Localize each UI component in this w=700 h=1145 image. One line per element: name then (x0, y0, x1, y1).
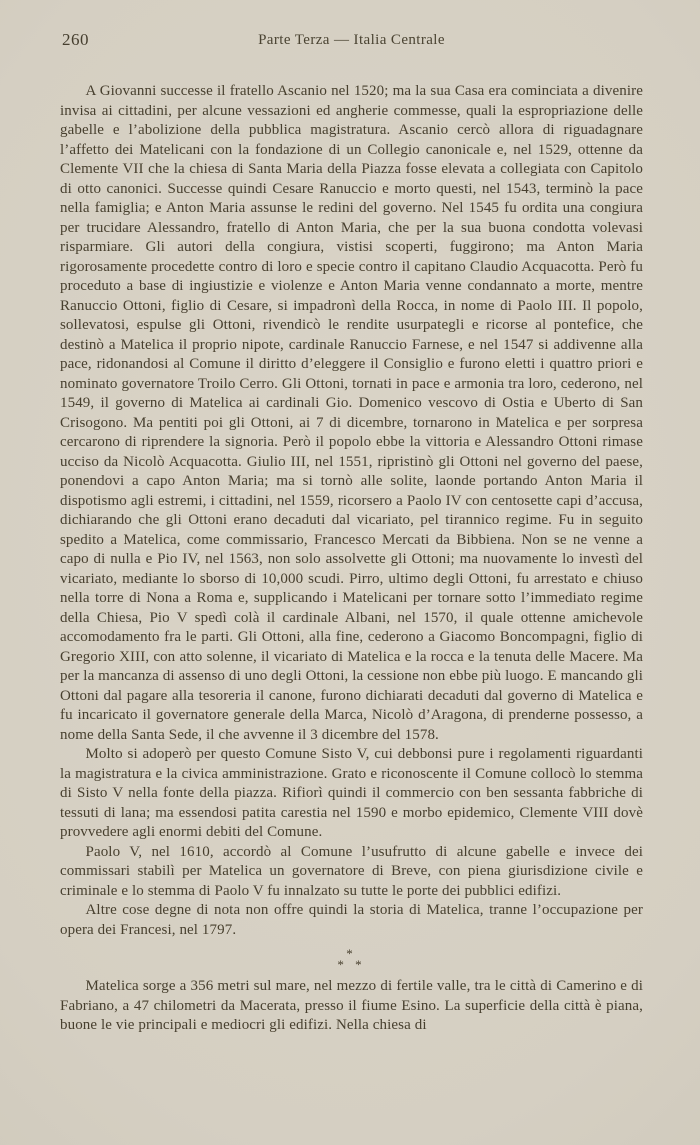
paragraph-paolo-v: Paolo V, nel 1610, accordò al Comune l’usufrutto di alcune gabelle e invece dei commissari stabilì per Matelica un governatore di Breve, con piena giurisdizione civile e criminale e lo stemma di Paolo V fu innalzato su tutte le porte dei pubblici edifizi. (60, 843, 643, 899)
paragraph-geography: Matelica sorge a 356 metri sul mare, nel mezzo di fertile valle, tra le città di Camerino e di Fabriano, a 47 chilometri da Macerata, presso il fiume Esino. La superficie della città è piana, buone le vie principali e mediocri gli edifizi. Nella chiesa di (60, 978, 643, 1033)
body-text (60, 82, 643, 1036)
paragraph-closing-note: Altre cose degne di nota non offre quindi la storia di Matelica, tranne l’occupazione per opera dei Francesi, nel 1797. (60, 902, 643, 938)
asterism-separator (60, 948, 643, 970)
page-header (60, 30, 643, 52)
paragraph-history: A Giovanni successe il fratello Ascanio nel 1520; ma la sua Casa era cominciata a divenire invisa ai cittadini, per alcune vessazioni ed angherie commesse, quali la espropriazione delle gabelle e l’abolizione della pubblica magistratura. Ascanio cercò allora di riguadagnare l’affetto dei Matelicani con la fondazione di un Collegio canonicale e, nel 1529, ottenne da Clemente VII che la chiesa di Santa Maria della Piazza fosse elevata a collegiata con Capitolo di otto canonici. Successe quindi Cesare Ranuccio e morto questi, nel 1543, terminò la pace nella famiglia; e Anton Maria assunse le redini del governo. Nel 1545 fu ordita una congiura per trucidare Alessandro, fratello di Anton Maria, che per la sua buona condotta volevasi risparmiare. Gli autori della congiura, vistisi scoperti, fuggirono; ma Anton Maria rigorosamente procedette contro di loro e specie contro il capitano Claudio Acquacotta. Però fu proceduto a base di ingiustizie e violenze e Anton Maria venne condannato a morte, mentre Ranuccio Ottoni, figlio di Cesare, si impadronì della Rocca, in nome di Paolo III. Il popolo, sollevatosi, espulse gli Ottoni, rivendicò le rendite usurpategli e ricorse al pontefice, che destinò a Matelica il proprio nipote, cardinale Ranuccio Farnese, e nel 1547 si addivenne alla pace, ridonandosi al Comune il diritto d’eleggere il Consiglio e furono eletti i quattro priori e nominato governatore Troilo Cerro. Gli Ottoni, tornati in pace e armonia tra loro, cederono, nel 1549, il governo di Matelica ai cardinali Gio. Domenico vescovo di Ostia e Uberto di San Crisogono. Ma pentiti poi gli Ottoni, ai 7 di dicembre, tornarono in Matelica e per sorpresa cercarono di riprendere la signoria. Però il popolo ebbe la vittoria e Alessandro Ottoni rimase ucciso da Nicolò Acquacotta. Giulio III, nel 1551, ripristinò gli Ottoni nel governo del paese, ponendovi a capo Anton Maria; ma si tornò alle solite, laonde portando Anton Maria il dispotismo agli estremi, i cittadini, nel 1559, ricorsero a Paolo IV con centosette capi d’accusa, dichiarando che gli Ottoni erano decaduti dal vicariato, pel tirannico regime. Fu in seguito spedito a Matelica, come commissario, Francesco Mercati da Bibbiena. Non se ne venne a capo di nulla e Pio IV, nel 1563, non solo assolvette gli Ottoni; ma nuovamente lo investì del vicariato, mediante lo sborso di 10,000 scudi. Pirro, ultimo degli Ottoni, fu arrestato e chiuso nella torre di Nona a Roma e, supplicando i Matelicani per tornare sotto l’immediato regime della Chiesa, Pio V spedì colà il cardinale Albani, nel 1570, il quale ottenne amichevole accomodamento fra le parti. Gli Ottoni, alla fine, cederono a Giacomo Boncompagni, figlio di Gregorio XIII, con atto solenne, il vicariato di Matelica e la rocca e la tenuta delle Macere. Ma per la mancanza di assenso di uno degli Ottoni, la cessione non ebbe più luogo. E mancando gli Ottoni dal pagare alla tesoreria il canone, furono dichiarati decaduti dal governo di Matelica e fu incaricato il governatore generale della Marca, Nicolò d’Aragona, di prenderne possesso, a nome della Santa Sede, il che avvenne il 3 dicembre del 1578. (60, 83, 644, 743)
paragraph-sisto-v: Molto si adoperò per questo Comune Sisto V, cui debbonsi pure i regolamenti riguardanti la magistratura e la civica amministrazione. Grato e riconoscente il Comune collocò lo stemma di Sisto V nella fonte della piazza. Rifiorì quindi il commercio con ben sessanta fabbriche di tessuti di lana; ma essendosi patita carestia nel 1590 e morbo epidemico, Clemente VIII dovè provvedere agli enormi debiti del Comune. (60, 746, 643, 840)
page-number: 260 (62, 30, 89, 49)
running-title: Parte Terza — Italia Centrale (258, 32, 445, 48)
asterism-bottom: * * (337, 957, 366, 972)
asterism-top: * (346, 946, 357, 961)
